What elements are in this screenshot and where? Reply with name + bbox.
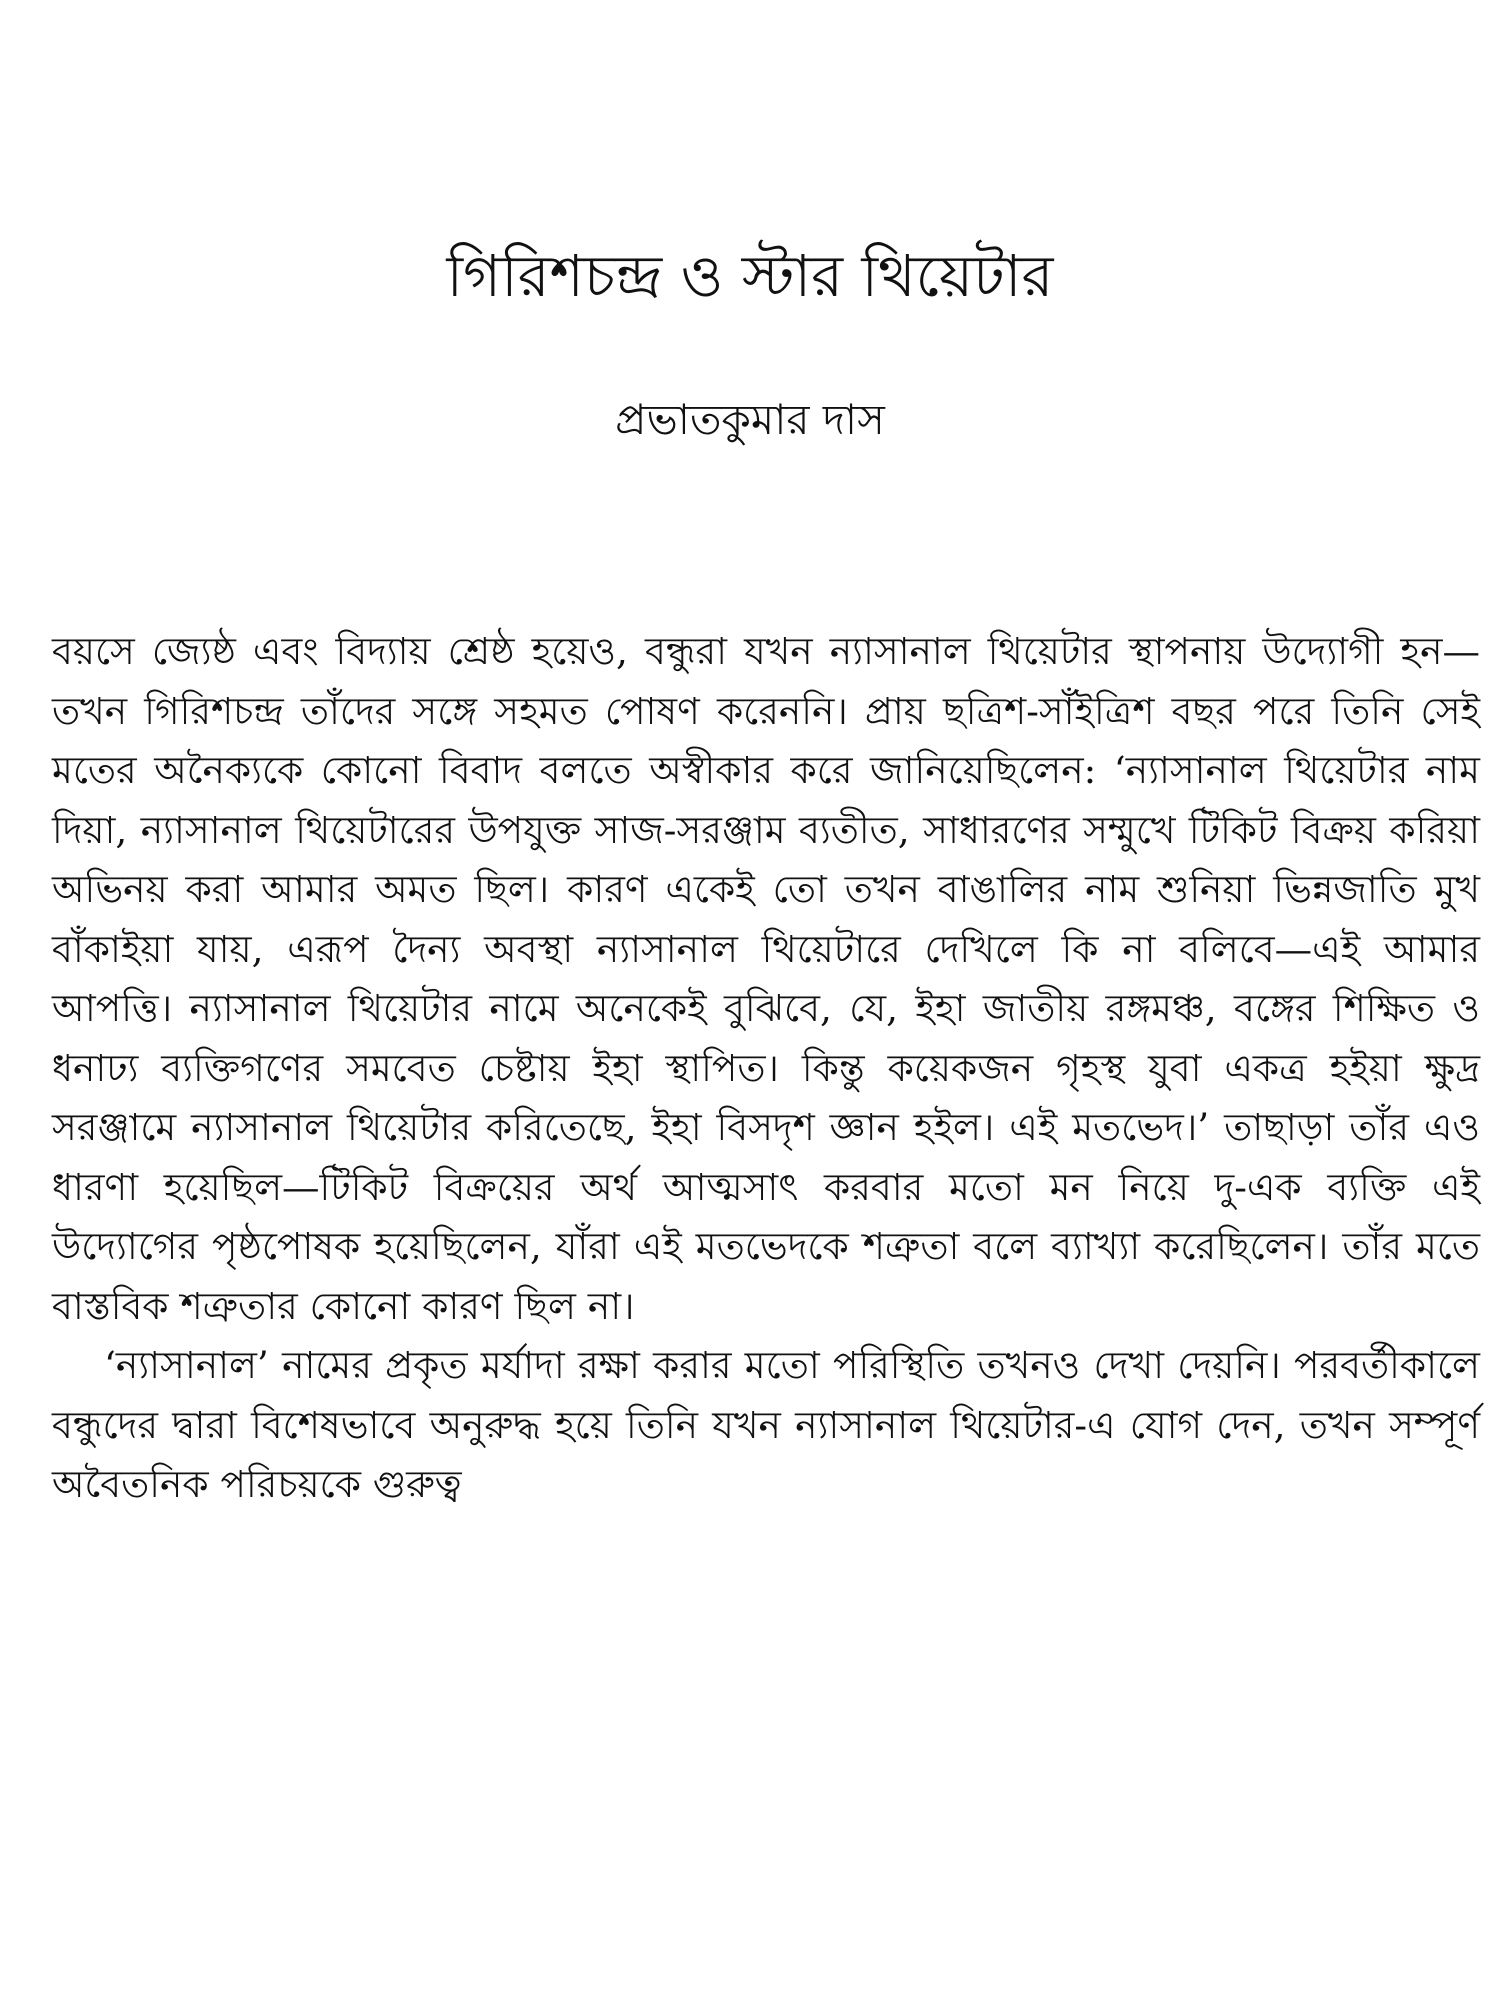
author-name: প্রভাতকুমার দাস <box>615 395 885 444</box>
paragraph-2: ‘ন্যাসানাল’ নামের প্রকৃত মর্যাদা রক্ষা করার মতো পরিস্থিতি তখনও দেখা দেয়নি। পরবর্তীকালে বন্ধুদের দ্বারা বিশেষভাবে অনুরুদ্ধ হয়ে তিনি যখন ন্যাসানাল থিয়েটার-এ যোগ দেন, তখন সম্পূর্ণ অবৈতনিক পরিচয়কে গুরুত্ব <box>52 1343 1480 1506</box>
paragraph-1: বয়সে জ্যেষ্ঠ এবং বিদ্যায় শ্রেষ্ঠ হয়েও, বন্ধুরা যখন ন্যাসানাল থিয়েটার স্থাপনায় উদ্যোগী হন—তখন গিরিশচন্দ্র তাঁদের সঙ্গে সহমত পোষণ করেননি। প্রায় ছত্রিশ-সাঁইত্রিশ বছর পরে তিনি সেই মতের অনৈক্যকে কোনো বিবাদ বলতে অস্বীকার করে জানিয়েছিলেন: ‘ন্যাসানাল থিয়েটার নাম দিয়া, ন্যাসানাল থিয়েটারের উপযুক্ত সাজ-সরঞ্জাম ব্যতীত, সাধারণের সম্মুখে টিকিট বিক্রয় করিয়া অভিনয় করা আমার অমত ছিল। কারণ একেই তো তখন বাঙালির নাম শুনিয়া ভিন্নজাতি মুখ বাঁকাইয়া যায়, এরূপ দৈন্য অবস্থা ন্যাসানাল থিয়েটারে দেখিলে কি না বলিবে—এই আমার আপত্তি। ন্যাসানাল থিয়েটার নামে অনেকেই বুঝিবে, যে, ইহা জাতীয় রঙ্গমঞ্চ, বঙ্গের শিক্ষিত ও ধনাঢ্য ব্যক্তিগণের সমবেত চেষ্টায় ইহা স্থাপিত। কিন্তু কয়েকজন গৃহস্থ যুবা একত্র হইয়া ক্ষুদ্র সরঞ্জামে ন্যাসানাল থিয়েটার করিতেছে, ইহা বিসদৃশ জ্ঞান হইল। এই মতভেদ।’ তাছাড়া তাঁর এও ধারণা হয়েছিল—টিকিট বিক্রয়ের অর্থ আত্মসাৎ করবার মতো মন নিয়ে দু-এক ব্যক্তি এই উদ্যোগের পৃষ্ঠপোষক হয়েছিলেন, যাঁরা এই মতভেদকে শত্রুতা বলে ব্যাখ্যা করেছিলেন। তাঁর মতে বাস্তবিক শত্রুতার কোনো কারণ ছিল না। <box>52 629 1480 1328</box>
document-title: গিরিশচন্দ্র ও স্টার থিয়েটার <box>446 242 1054 310</box>
body-text <box>52 622 1480 1515</box>
